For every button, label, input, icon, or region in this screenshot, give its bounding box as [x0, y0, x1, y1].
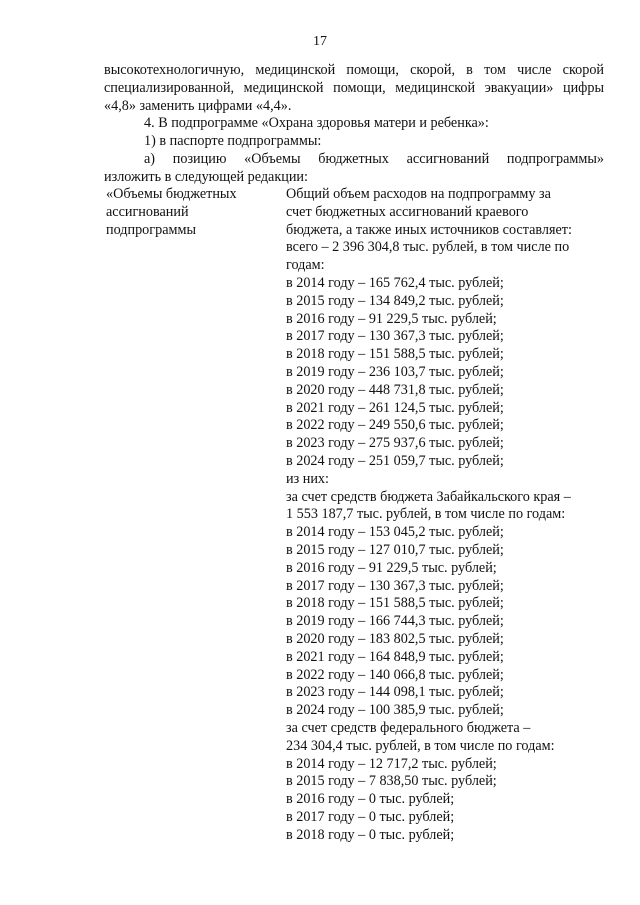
- budget-line: 234 304,4 тыс. рублей, в том числе по годам:: [286, 737, 555, 754]
- budget-line: в 2018 году – 151 588,5 тыс. рублей;: [286, 346, 504, 363]
- budget-line: в 2016 году – 91 229,5 тыс. рублей;: [286, 310, 497, 327]
- item-4-heading: 4. В подпрограмме «Охрана здоровья матери и ребенка»:: [144, 115, 489, 132]
- budget-line: в 2014 году – 165 762,4 тыс. рублей;: [286, 274, 504, 291]
- budget-line: в 2015 году – 7 838,50 тыс. рублей;: [286, 773, 497, 790]
- intro-line-1: высокотехнологичную, медицинской помощи, скорой, в том числе скорой: [104, 62, 604, 78]
- budget-line: в 2017 году – 130 367,3 тыс. рублей;: [286, 328, 504, 345]
- budget-line: в 2018 году – 151 588,5 тыс. рублей;: [286, 595, 504, 612]
- budget-line: годам:: [286, 257, 325, 274]
- budget-line: в 2017 году – 130 367,3 тыс. рублей;: [286, 577, 504, 594]
- item-4-1: 1) в паспорте подпрограммы:: [144, 133, 322, 150]
- budget-line: за счет средств федерального бюджета –: [286, 719, 531, 736]
- budget-line: в 2014 году – 153 045,2 тыс. рублей;: [286, 524, 504, 541]
- budget-line: в 2019 году – 236 103,7 тыс. рублей;: [286, 363, 504, 380]
- budget-line: в 2016 году – 0 тыс. рублей;: [286, 791, 455, 808]
- budget-line: в 2019 году – 166 744,3 тыс. рублей;: [286, 613, 504, 630]
- left-col-line-3: подпрограммы: [106, 221, 196, 238]
- budget-line: всего – 2 396 304,8 тыс. рублей, в том числе по: [286, 239, 570, 256]
- budget-line: в 2018 году – 0 тыс. рублей;: [286, 826, 455, 843]
- budget-line: в 2014 году – 12 717,2 тыс. рублей;: [286, 755, 497, 772]
- item-4-a-line-2: изложить в следующей редакции:: [104, 168, 308, 185]
- left-col-line-2: ассигнований: [106, 203, 189, 220]
- budget-line: в 2015 году – 134 849,2 тыс. рублей;: [286, 292, 504, 309]
- budget-line: в 2022 году – 140 066,8 тыс. рублей;: [286, 666, 504, 683]
- budget-line: в 2021 году – 164 848,9 тыс. рублей;: [286, 648, 504, 665]
- budget-table-right-column: [286, 186, 604, 844]
- budget-line: в 2024 году – 100 385,9 тыс. рублей;: [286, 702, 504, 719]
- left-col-line-1: «Объемы бюджетных: [106, 186, 237, 202]
- budget-line: бюджета, а также иных источников составляет:: [286, 221, 572, 238]
- budget-line: в 2020 году – 448 731,8 тыс. рублей;: [286, 381, 504, 398]
- budget-table-left-column: [106, 186, 266, 239]
- intro-line-3: «4,8» заменить цифрами «4,4».: [104, 97, 292, 114]
- page-number: 17: [313, 34, 327, 49]
- budget-line: из них:: [286, 470, 329, 487]
- budget-line: в 2022 году – 249 550,6 тыс. рублей;: [286, 417, 504, 434]
- budget-line: счет бюджетных ассигнований краевого: [286, 203, 529, 220]
- budget-line: в 2024 году – 251 059,7 тыс. рублей;: [286, 452, 504, 469]
- budget-line: в 2021 году – 261 124,5 тыс. рублей;: [286, 399, 504, 416]
- budget-line: в 2015 году – 127 010,7 тыс. рублей;: [286, 541, 504, 558]
- budget-line: в 2016 году – 91 229,5 тыс. рублей;: [286, 559, 497, 576]
- intro-line-2: специализированной, медицинской помощи, медицинской эвакуации» цифры: [104, 79, 604, 96]
- budget-line: 1 553 187,7 тыс. рублей, в том числе по годам:: [286, 506, 566, 523]
- budget-line: в 2023 году – 144 098,1 тыс. рублей;: [286, 684, 504, 701]
- budget-line: в 2017 году – 0 тыс. рублей;: [286, 808, 455, 825]
- budget-line: за счет средств бюджета Забайкальского края –: [286, 488, 571, 505]
- budget-line: в 2020 году – 183 802,5 тыс. рублей;: [286, 630, 504, 647]
- budget-line: Общий объем расходов на подпрограмму за: [286, 186, 551, 202]
- budget-line: в 2023 году – 275 937,6 тыс. рублей;: [286, 435, 504, 452]
- intro-text: [104, 62, 604, 187]
- item-4-a-line-1: а) позицию «Объемы бюджетных ассигнований подпрограммы»: [144, 150, 604, 167]
